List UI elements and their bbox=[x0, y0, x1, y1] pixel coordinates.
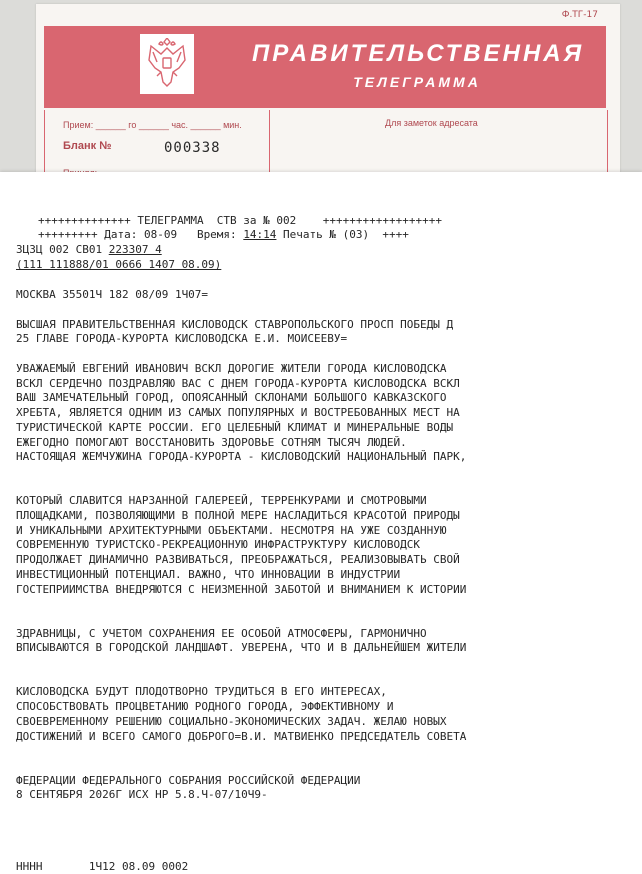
body-line: ВСКЛ СЕРДЕЧНО ПОЗДРАВЛЯЮ ВАС С ДНЕМ ГОРОДА-КУРОРТА КИСЛОВОДСКА ВСКЛ bbox=[16, 376, 460, 390]
header-line-4: (111 111888/01 0666 1407 08.09) bbox=[16, 258, 222, 271]
header-line-3 bbox=[16, 243, 162, 256]
body-line: КИСЛОВОДСКА БУДУТ ПЛОДОТВОРНО ТРУДИТЬСЯ В ЕГО ИНТЕРЕСАХ, bbox=[16, 685, 387, 699]
coat-of-arms-icon bbox=[140, 34, 194, 94]
body-line: СПОСОБСТВОВАТЬ ПРОЦВЕТАНИЮ РОДНОГО ГОРОДА, ЭФФЕКТИВНОМУ И bbox=[16, 700, 394, 714]
address-line: 25 ГЛАВЕ ГОРОДА-КУРОРТА КИСЛОВОДСКА Е.И. МОИСЕЕВУ= bbox=[16, 332, 348, 345]
body-line: ХРЕБТА, ЯВЛЯЕТСЯ ОДНИМ ИЗ САМЫХ ПОПУЛЯРНЫХ И ВОСТРЕБОВАННЫХ МЕСТ НА bbox=[16, 406, 460, 420]
body-line: ДОСТИЖЕНИЙ И ВСЕГО САМОГО ДОБРОГО=В.И. МАТВИЕНКО ПРЕДСЕДАТЕЛЬ СОВЕТА bbox=[16, 729, 467, 743]
received-label: Прием: ______ го ______ час. ______ мин. bbox=[63, 120, 242, 130]
body-line: ИНВЕСТИЦИОННЫЙ ПОТЕНЦИАЛ. ВАЖНО, ЧТО ИННОВАЦИИ В ИНДУСТРИИ bbox=[16, 567, 401, 581]
header-print: Печать № (03) ++++ bbox=[276, 228, 409, 241]
body-line: ГОСТЕПРИИМСТВА ВНЕДРЯЮТСЯ С НЕИЗМЕННОЙ ЗАБОТОЙ И ВНИМАНИЕМ К ИСТОРИИ bbox=[16, 582, 467, 596]
telegram-form-header bbox=[36, 4, 620, 184]
body-line: СОВРЕМЕННУЮ ТУРИСТСКО-РЕКРЕАЦИОННУЮ ИНФРАСТРУКТУРУ КИСЛОВОДСК bbox=[16, 538, 420, 552]
body-line: ФЕДЕРАЦИИ ФЕДЕРАЛЬНОГО СОБРАНИЯ РОССИЙСКОЙ ФЕДЕРАЦИИ bbox=[16, 773, 361, 787]
header-date: +++++++++ Дата: 08-09 Время: bbox=[38, 228, 244, 241]
telegram-paper bbox=[0, 172, 642, 874]
header-id-code: 223307 4 bbox=[108, 243, 162, 256]
footer-line: НННН 1Ч12 08.09 0002 bbox=[16, 860, 189, 873]
body-line: ТУРИСТИЧЕСКОЙ КАРТЕ РОССИИ. ЕГО ЦЕЛЕБНЫЙ КЛИМАТ И МИНЕРАЛЬНЫЕ ВОДЫ bbox=[16, 420, 454, 434]
origin-line: МОСКВА 35501Ч 182 08/09 1Ч07= bbox=[16, 288, 209, 301]
header-time: 14:14 bbox=[243, 228, 277, 241]
header-line-2 bbox=[38, 228, 409, 241]
form-subtitle: ТЕЛЕГРАММА bbox=[353, 74, 481, 90]
blank-label: Бланк № bbox=[63, 140, 112, 152]
header-line-1: ++++++++++++++ ТЕЛЕГРАММА СТВ за № 002 ++++++++++++++++++ bbox=[38, 214, 442, 227]
blank-number: 000338 bbox=[164, 140, 221, 156]
body-line: ВПИСЫВАЮТСЯ В ГОРОДСКОЙ ЛАНДШАФТ. УВЕРЕНА, ЧТО И В ДАЛЬНЕЙШЕМ ЖИТЕЛИ bbox=[16, 641, 467, 655]
body-line: ПЛОЩАДКАМИ, ПОЗВОЛЯЮЩИМИ В ПОЛНОЙ МЕРЕ НАСЛАДИТЬСЯ КРАСОТОЙ ПРИРОДЫ bbox=[16, 509, 460, 522]
body-line: ВАШ ЗАМЕЧАТЕЛЬНЫЙ ГОРОД, ОПОЯСАННЫЙ СКЛОНАМИ БОЛЬШОГО КАВКАЗСКОГО bbox=[16, 391, 447, 405]
form-title: ПРАВИТЕЛЬСТВЕННАЯ bbox=[252, 40, 585, 67]
body-line: ЕЖЕГОДНО ПОМОГАЮТ ВОССТАНОВИТЬ ЗДОРОВЬЕ СОТНЯМ ТЫСЯЧ ЛЮДЕЙ. bbox=[16, 435, 407, 449]
notes-label: Для заметок адресата bbox=[385, 118, 478, 128]
body-line: 8 СЕНТЯБРЯ 2026Г ИСХ НР 5.8.Ч-07/10Ч9- bbox=[16, 788, 268, 802]
body-line: ПРОДОЛЖАЕТ ДИНАМИЧНО РАЗВИВАТЬСЯ, ПРЕОБРАЖАТЬСЯ, РЕАЛИЗОВЫВАТЬ СВОЙ bbox=[16, 553, 460, 567]
body-line: НАСТОЯЩАЯ ЖЕМЧУЖИНА ГОРОДА-КУРОРТА - КИСЛОВОДСКИЙ НАЦИОНАЛЬНЫЙ ПАРК, bbox=[16, 450, 467, 464]
body-line: УВАЖАЕМЫЙ ЕВГЕНИЙ ИВАНОВИЧ ВСКЛ ДОРОГИЕ ЖИТЕЛИ ГОРОДА КИСЛОВОДСКА bbox=[16, 362, 447, 375]
body-line: КОТОРЫЙ СЛАВИТСЯ НАРЗАННОЙ ГАЛЕРЕЕЙ, ТЕРРЕНКУРАМИ И СМОТРОВЫМИ bbox=[16, 494, 427, 508]
form-code: Ф.ТГ-17 bbox=[561, 10, 598, 20]
header-service-code: ЗЦЗЦ 002 СВ01 bbox=[16, 243, 109, 256]
body-line: И УНИКАЛЬНЫМИ АРХИТЕКТУРНЫМИ ОБЪЕКТАМИ. НЕСМОТРЯ НА УЖЕ СОЗДАННУЮ bbox=[16, 523, 447, 537]
form-title-band bbox=[44, 26, 606, 108]
body-line: ЗДРАВНИЦЫ, С УЧЕТОМ СОХРАНЕНИЯ ЕЕ ОСОБОЙ АТМОСФЕРЫ, ГАРМОНИЧНО bbox=[16, 626, 427, 640]
address-line: ВЫСШАЯ ПРАВИТЕЛЬСТВЕННАЯ КИСЛОВОДСК СТАВРОПОЛЬСКОГО ПРОСП ПОБЕДЫ Д bbox=[16, 318, 454, 331]
body-line: СВОЕВРЕМЕННОМУ РЕШЕНИЮ СОЦИАЛЬНО-ЭКОНОМИЧЕСКИХ ЗАДАЧ. ЖЕЛАЮ НОВЫХ bbox=[16, 714, 447, 728]
